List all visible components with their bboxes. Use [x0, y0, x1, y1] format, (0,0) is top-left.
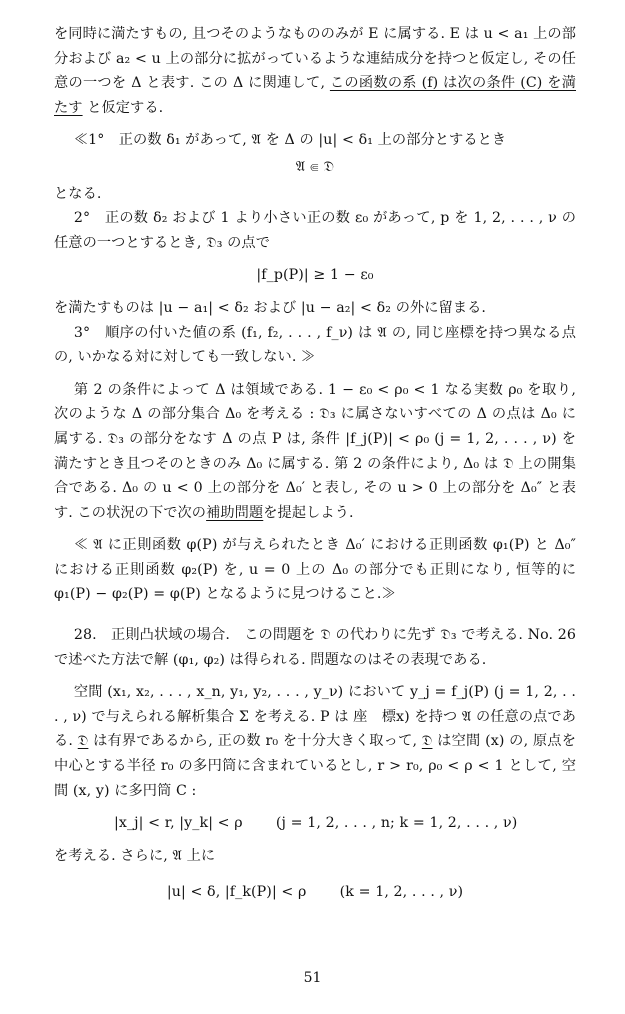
text-run: 28. 正則凸状域の場合. この問題を 𝔇 の代わりに先ず 𝔇₃ で考える. No. 26 で述べた方法で解 (φ₁, φ₂) は得られる. 問題なのはその表現である. [54, 627, 576, 668]
paragraph [54, 844, 576, 869]
text-run: 2° 正の数 δ₂ および 1 より小さい正の数 ε₀ があって, p を 1, 2, . . . , ν の任意の一つとするとき, 𝔇₃ の点で [54, 210, 576, 251]
page-body [54, 22, 576, 917]
display-formula: 𝔄 ⋐ 𝔇 [295, 158, 335, 175]
text-run: 第 2 の条件によって Δ は領域である. 1 − ε₀ < ρ₀ < 1 なる実数 ρ₀ を取り, 次のような Δ の部分集合 Δ₀ を考える : 𝔇₃ に属さないすべての Δ の点は Δ₀ に属する. 𝔇₃ の部分をなす Δ の点 P は, 条件 |f_j(P)| < ρ₀ (j = 1, 2, . . . , ν) を満たすとき且つそのときのみ Δ₀ に属する. 第 2 の条件により, Δ₀ は 𝔇 上の開集合である. Δ₀ の u < 0 上の部分を Δ₀′ と表し, その u > 0 上の部分を Δ₀″ と表す. この状況の下で次の [54, 381, 576, 521]
paragraph [54, 182, 576, 207]
underlined-symbol: 𝔇 [421, 733, 433, 750]
text-run: ≪1° 正の数 δ₁ があって, 𝔄 を Δ の |u| < δ₁ 上の部分とするとき [73, 132, 507, 149]
underlined-phrase: 補助問題 [206, 504, 264, 521]
text-run: と仮定する. [82, 99, 164, 116]
display-formula: |u| < δ, |f_k(P)| < ρ (k = 1, 2, . . . , ν) [166, 884, 464, 901]
text-run: 3° 順序の付いた値の系 (f₁, f₂, . . . , f_ν) は 𝔄 の, 同じ座標を持つ異なる点の, いかなる対に対しても一致しない. ≫ [54, 324, 576, 366]
text-run: を同時に満たすもの, 且つそのようなもののみが E に属する. E は u < a₁ 上の部分および a₂ < u 上の部分に拡がっているような連結成分を持つと仮定し, その任意の一つを Δ と表す. この Δ に関連して, [54, 26, 576, 92]
text-run: を考える. さらに, 𝔄 上に [54, 847, 216, 864]
text-run: 空間 (x₁, x₂, . . . , x_n, y₁, y₂, . . . , y_ν) において y_j = f_j(P) (j = 1, 2, . . . , ν) で与えられる解析集合 Σ を考える. P は 座 標x) を持つ 𝔄 の任意の点である. [54, 684, 576, 750]
condition-2 [54, 206, 576, 255]
underlined-phrase: この函数の系 (f) は次の条件 (C) を満たす [54, 75, 576, 116]
auxiliary-problem [54, 533, 576, 607]
condition-1 [54, 128, 576, 153]
text-run: を満たすものは |u − a₁| < δ₂ および |u − a₂| < δ₂ の外に留まる. [54, 299, 487, 316]
condition-3 [54, 321, 576, 370]
text-run: は有界であるから, 正の数 r₀ を十分大きく取って, [88, 733, 422, 750]
display-formula: |f_p(P)| ≥ 1 − ε₀ [256, 267, 374, 284]
paragraph [54, 680, 576, 803]
paragraph [54, 296, 576, 321]
page-number: 51 [303, 970, 322, 986]
section-28 [54, 623, 576, 672]
paragraph [54, 378, 576, 526]
display-formula: |x_j| < r, |y_k| < ρ (j = 1, 2, . . . , n; k = 1, 2, . . . , ν) [114, 815, 518, 832]
underlined-symbol: 𝔇 [77, 733, 89, 750]
text-run: を提起しよう. [263, 504, 354, 521]
text-run: となる. [54, 185, 102, 202]
text-run: ≪ 𝔄 に正則函数 φ(P) が与えられたとき Δ₀′ における正則函数 φ₁(P) と Δ₀″ における正則函数 φ₂(P) を, u = 0 上の Δ₀ の部分でも正則になり, 恒等的に φ₁(P) − φ₂(P) = φ(P) となるように見つけること.≫ [54, 537, 576, 603]
paragraph [54, 22, 576, 120]
text-run: は空間 (x) の, 原点を中心とする半径 r₀ の多円筒に含まれているとし, r > r₀, ρ₀ < ρ < 1 として, 空間 (x, y) に多円筒 C : [54, 733, 576, 799]
